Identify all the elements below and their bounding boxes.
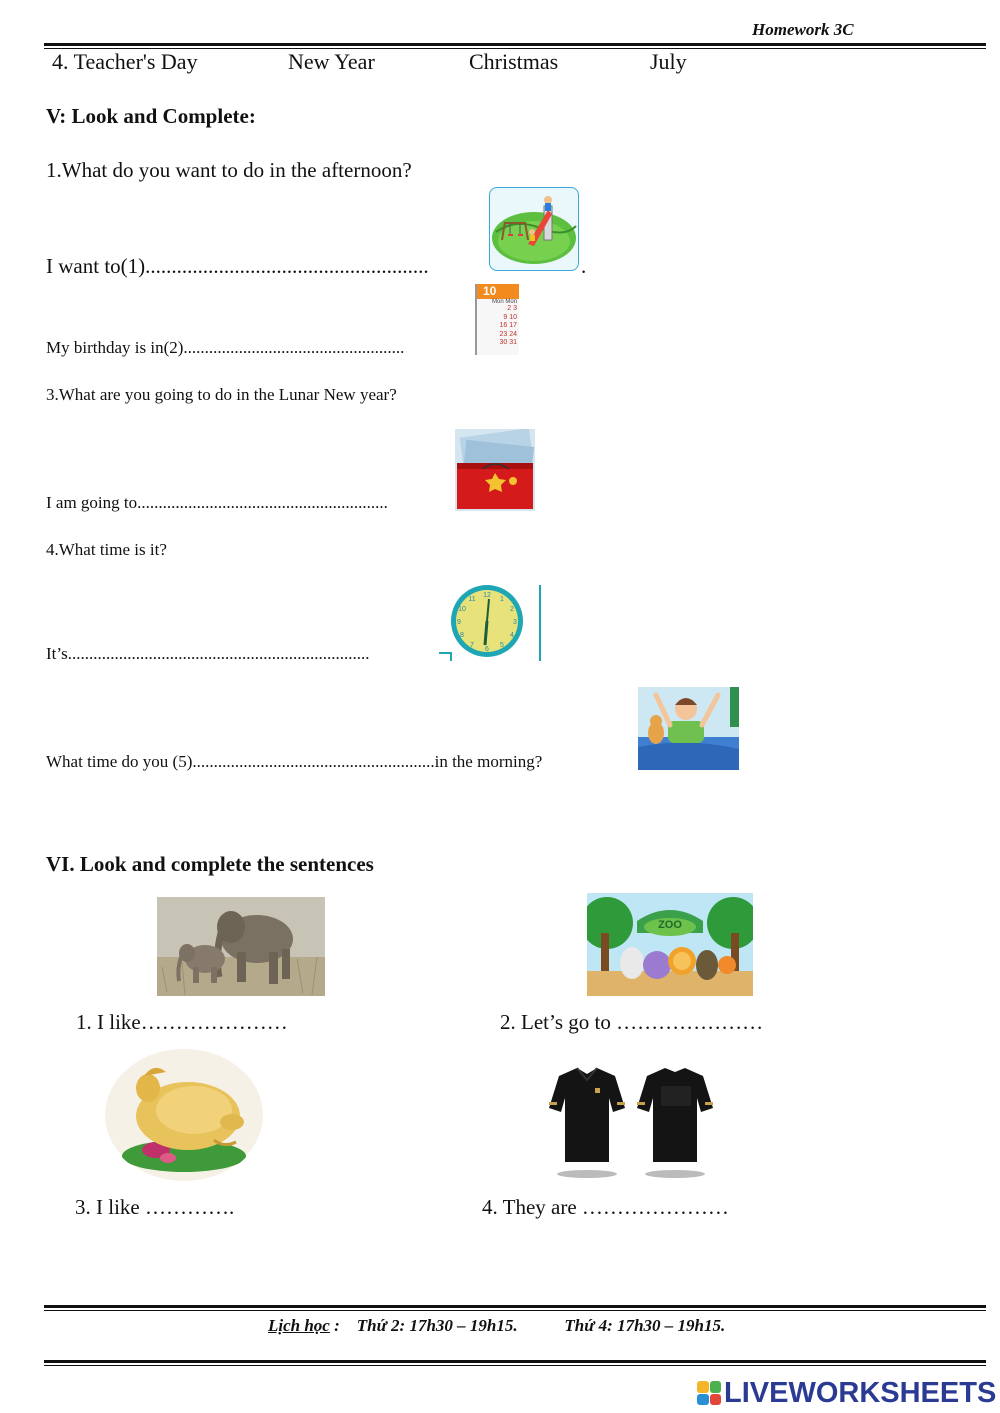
question-5	[46, 752, 542, 772]
option-teachers-day: 4. Teacher's Day	[52, 49, 198, 74]
svg-text:1: 1	[500, 596, 504, 603]
calendar-image	[475, 284, 519, 355]
sentence-3-text[interactable]: 3. I like ………….	[75, 1195, 235, 1219]
schedule-slot-1: Thứ 2: 17h30 – 19h15.	[356, 1316, 518, 1335]
answer-line-1	[46, 254, 429, 279]
option-new-year: New Year	[288, 49, 375, 74]
answer-4-text[interactable]: It’s.......................................................................	[46, 644, 370, 663]
calendar-row: 30 31	[499, 339, 517, 346]
schedule-label: Lịch học	[268, 1316, 330, 1335]
answer-2-text[interactable]: My birthday is in(2)....................................................	[46, 338, 405, 357]
svg-text:5: 5	[500, 642, 504, 649]
homework-title: Homework 3C	[752, 20, 854, 39]
sentence-4	[482, 1195, 729, 1220]
zoo-sign: ZOO	[658, 919, 682, 931]
header-rule-thick	[44, 43, 986, 46]
svg-text:9: 9	[457, 619, 461, 626]
svg-text:2: 2	[510, 606, 514, 613]
lucky-money-image	[455, 429, 535, 511]
sentence-4-text[interactable]: 4. They are …………………	[482, 1195, 729, 1219]
t-shirts-image	[537, 1058, 727, 1182]
liveworksheets-logo-text: LIVEWORKSHEETS	[724, 1376, 997, 1409]
svg-text:12: 12	[483, 592, 491, 599]
question-1: 1.What do you want to do in the afternoon?	[46, 158, 412, 182]
liveworksheets-logo-icon	[697, 1381, 721, 1405]
calendar-row: 9 10	[503, 313, 517, 321]
calendar-row: 23 24	[499, 330, 517, 338]
footer-rule-top-thick	[44, 1305, 986, 1308]
chicken-image	[104, 1048, 264, 1182]
playground-image	[489, 187, 579, 271]
answer-line-4	[46, 644, 369, 664]
schedule-footer	[268, 1316, 725, 1336]
calendar-head: Mon Mon	[491, 299, 517, 305]
question-5-text[interactable]: What time do you (5).........................................................in the morning?	[46, 752, 543, 771]
schedule-sep: :	[329, 1316, 340, 1335]
answer-1-text[interactable]: I want to(1)......................................................	[46, 254, 429, 278]
sentence-2-text[interactable]: 2. Let’s go to …………………	[500, 1010, 764, 1034]
liveworksheets-logo[interactable]	[697, 1377, 996, 1409]
svg-text:6: 6	[485, 646, 489, 653]
option-christmas: Christmas	[469, 49, 559, 74]
answer-line-2	[46, 338, 404, 358]
sentence-1	[76, 1010, 288, 1035]
sentence-3	[75, 1195, 234, 1220]
svg-text:8: 8	[460, 632, 464, 639]
schedule-slot-2: Thứ 4: 17h30 – 19h15.	[564, 1316, 726, 1335]
sentence-2	[500, 1010, 763, 1035]
answer-3-text[interactable]: I am going to...........................................................	[46, 493, 388, 512]
calendar-month-number: 10	[477, 284, 519, 299]
sentence-1-text[interactable]: 1. I like…………………	[76, 1010, 288, 1034]
elephants-image	[157, 897, 325, 996]
calendar-row: 16 17	[499, 322, 517, 329]
svg-text:7: 7	[470, 642, 474, 649]
option-july: July	[650, 49, 687, 74]
question-4: 4.What time is it?	[46, 540, 167, 559]
svg-text:4: 4	[510, 632, 514, 639]
footer-rule-bottom-thick	[44, 1360, 986, 1363]
footer-rule-bottom-thin	[44, 1365, 986, 1366]
wake-up-image	[638, 687, 739, 770]
footer-rule-top-thin	[44, 1310, 986, 1311]
answer-line-3	[46, 493, 388, 513]
zoo-image	[587, 893, 753, 996]
answer-1-end: .	[581, 254, 587, 278]
question-3: 3.What are you going to do in the Lunar New year?	[46, 385, 397, 404]
svg-text:10: 10	[458, 606, 466, 613]
clock-image	[439, 583, 543, 663]
calendar-days	[477, 305, 519, 348]
section-v-title: V: Look and Complete:	[46, 104, 256, 128]
calendar-row: 2 3	[507, 305, 517, 312]
section-vi-title: VI. Look and complete the sentences	[46, 852, 374, 876]
svg-text:3: 3	[513, 619, 517, 626]
svg-text:11: 11	[468, 596, 476, 603]
